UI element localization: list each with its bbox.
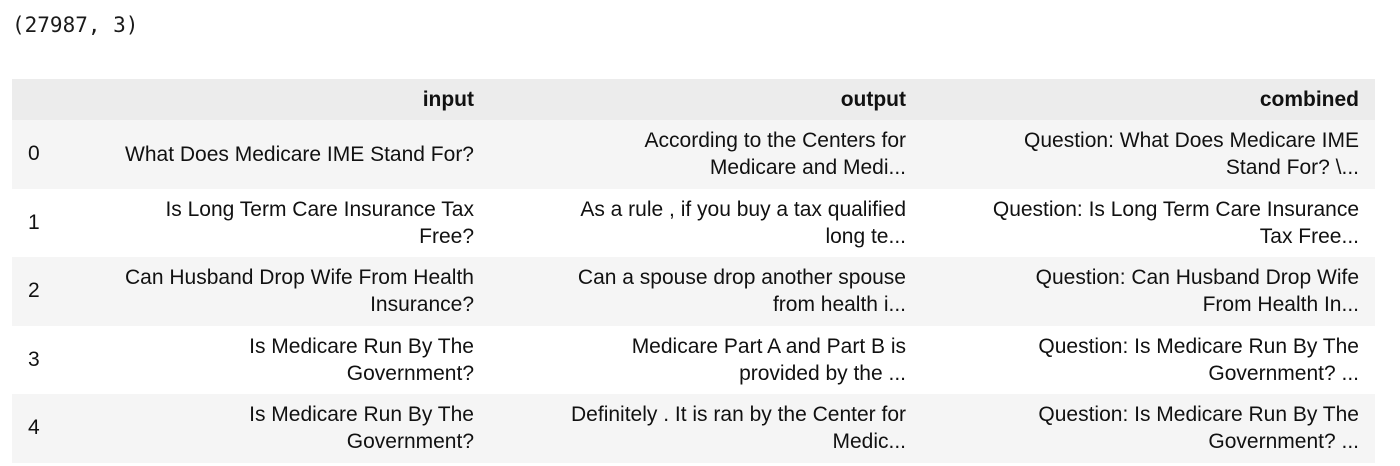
column-header-input: input: [422, 87, 474, 111]
cell-input: [70, 394, 490, 463]
row-index: 0: [28, 142, 40, 166]
dataframe-table: [12, 79, 1375, 463]
cell-output: [490, 189, 922, 258]
header-row: [12, 79, 1375, 120]
cell-input-line: Government?: [346, 430, 474, 454]
cell-combined-line: Government? ...: [1208, 430, 1359, 454]
cell-output-line: Medicare Part A and Part B is: [631, 334, 906, 358]
column-header-output: output: [840, 87, 906, 111]
row-index: 1: [28, 210, 40, 234]
table-row: [12, 189, 1375, 258]
table-body: [12, 120, 1375, 463]
cell-combined: [922, 189, 1375, 258]
row-index: 3: [28, 347, 40, 371]
cell-combined-line: Question: Is Long Term Care Insurance: [992, 197, 1359, 221]
cell-combined-line: Stand For? \...: [1225, 156, 1359, 180]
cell-output-line: As a rule , if you buy a tax qualified: [580, 197, 906, 221]
cell-output: [490, 394, 922, 463]
cell-combined-line: Question: Is Medicare Run By The: [1038, 403, 1359, 427]
cell-output-line: Can a spouse drop another spouse: [577, 266, 906, 290]
column-header-combined: combined: [1259, 87, 1359, 111]
cell-input: [70, 257, 490, 326]
cell-combined-line: Question: What Does Medicare IME: [1024, 129, 1359, 153]
cell-combined: [922, 257, 1375, 326]
row-index: 2: [28, 279, 40, 303]
table-row: [12, 120, 1375, 189]
cell-combined-line: Tax Free...: [1259, 224, 1359, 248]
cell-output-line: provided by the ...: [739, 361, 906, 385]
table-row: [12, 394, 1375, 463]
cell-output: [490, 257, 922, 326]
cell-input: [70, 326, 490, 395]
cell-output-line: Medic...: [832, 430, 906, 454]
dataframe-shape-output: (27987, 3): [12, 13, 139, 37]
cell-input-line: Free?: [419, 224, 474, 248]
cell-output: [490, 326, 922, 395]
index-header: [12, 79, 70, 120]
cell-output-line: long te...: [825, 224, 906, 248]
cell-combined-line: Government? ...: [1208, 361, 1359, 385]
cell-combined: [922, 394, 1375, 463]
cell-combined-line: From Health In...: [1202, 293, 1359, 317]
cell-input-line: Is Medicare Run By The: [249, 403, 474, 427]
cell-combined-line: Question: Is Medicare Run By The: [1038, 334, 1359, 358]
cell-combined: [922, 326, 1375, 395]
cell-input-line: What Does Medicare IME Stand For?: [125, 142, 474, 166]
cell-output: [490, 120, 922, 189]
cell-input-line: Government?: [346, 361, 474, 385]
cell-input-line: Can Husband Drop Wife From Health: [125, 266, 474, 290]
cell-output-line: from health i...: [772, 293, 906, 317]
cell-output-line: Definitely . It is ran by the Center for: [571, 403, 906, 427]
cell-input: [70, 189, 490, 258]
cell-input: [70, 120, 490, 189]
table-row: [12, 326, 1375, 395]
cell-output-line: According to the Centers for: [644, 129, 906, 153]
row-index: 4: [28, 416, 40, 440]
cell-input-line: Insurance?: [370, 293, 474, 317]
table-row: [12, 257, 1375, 326]
cell-combined-line: Question: Can Husband Drop Wife: [1035, 266, 1359, 290]
table-header: [12, 79, 1375, 120]
cell-input-line: Is Medicare Run By The: [249, 334, 474, 358]
cell-input-line: Is Long Term Care Insurance Tax: [165, 197, 474, 221]
cell-output-line: Medicare and Medi...: [709, 156, 906, 180]
cell-combined: [922, 120, 1375, 189]
